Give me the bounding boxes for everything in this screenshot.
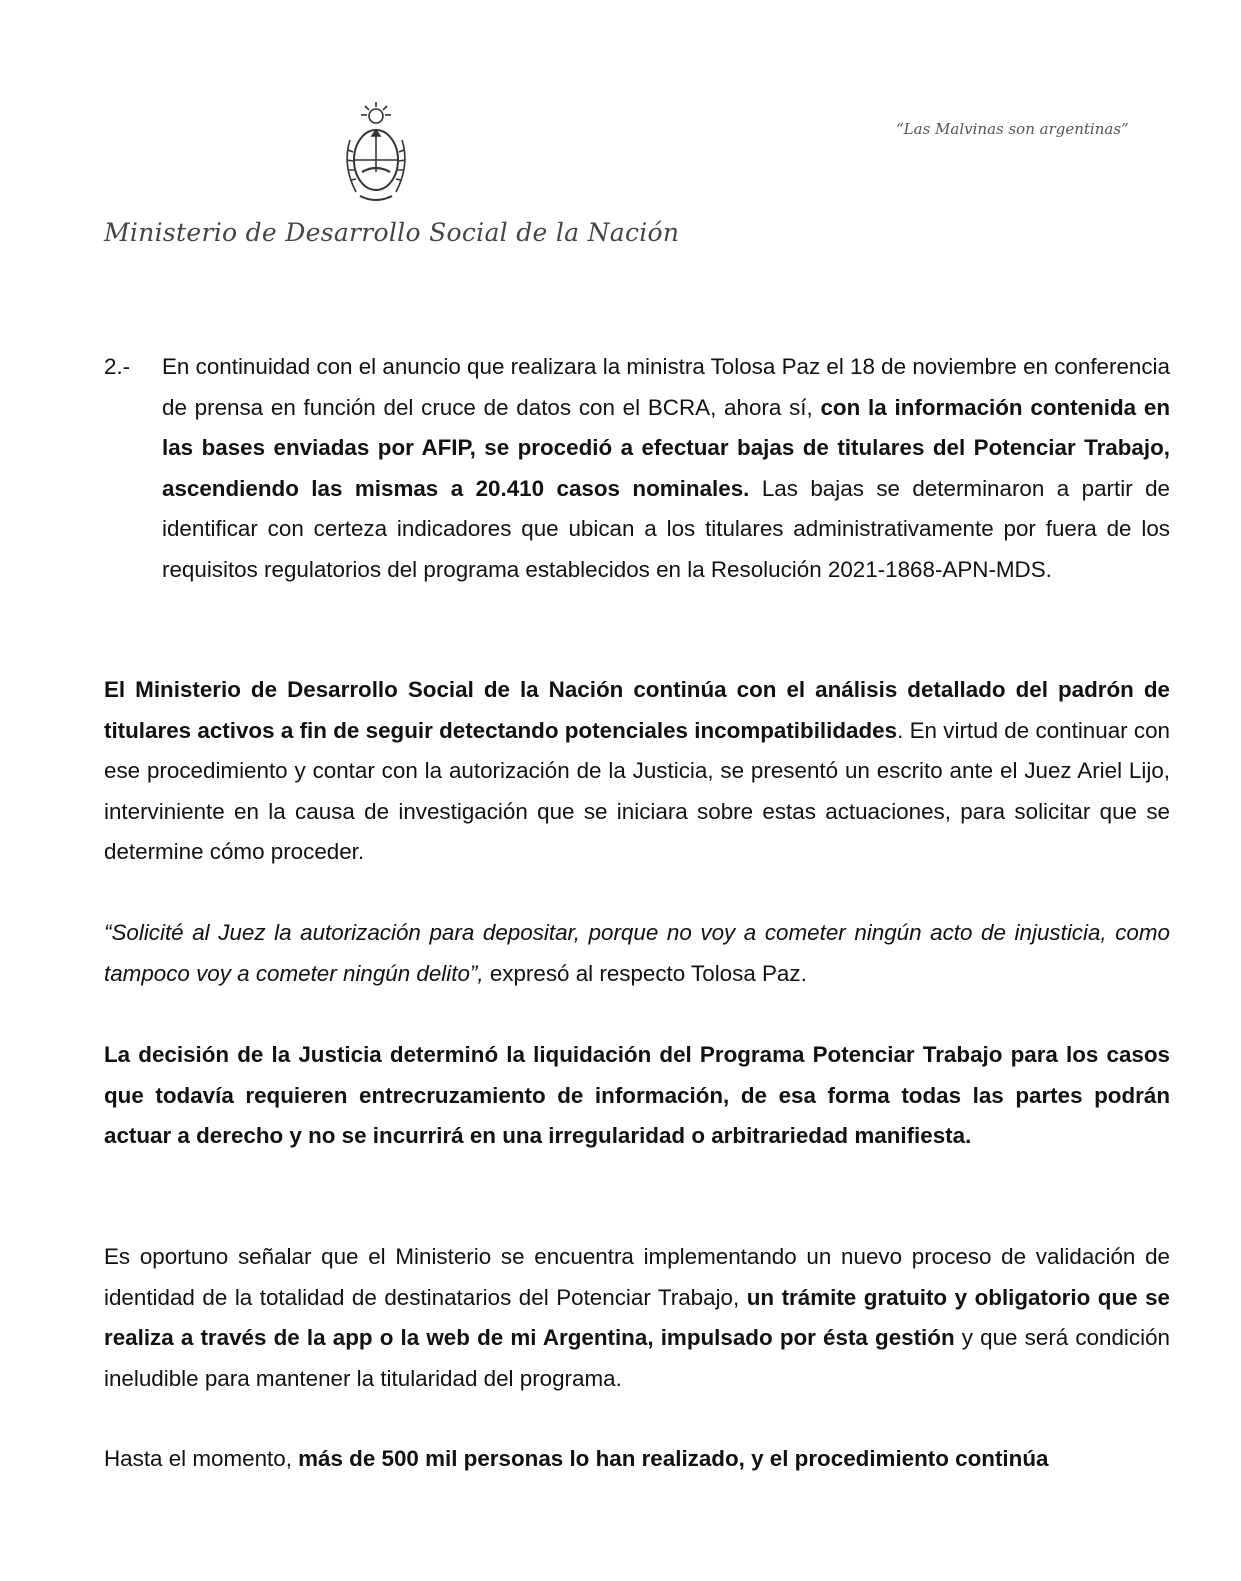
p2-quote: “Solicité al Juez la autorización para depositar, porque no voy a cometer ningún acto de injusticia, como tampoco voy a cometer ningún delito”,: [104, 920, 1170, 986]
p4-bold: un trámite gratuito y obligatorio que se realiza a través de la app o la web de mi Argentina, impulsado por ésta gestión: [104, 1284, 1170, 1351]
p1-bold: El Ministerio de Desarrollo Social de la Nación continúa con el análisis detallado del padrón de titulares activos a fin de seguir detectando potenciales incompatibilidades: [104, 677, 1170, 743]
paragraph-validation: [104, 1237, 1170, 1399]
item-text-1: En continuidad con el anuncio que realizara la ministra Tolosa Paz el 18 de noviembre en conferencia de prensa en función del cruce de datos con el BCRA, ahora sí,: [162, 354, 1170, 420]
item-number: 2.-: [104, 354, 131, 379]
coat-of-arms-seal: [336, 100, 416, 210]
p1-text: . En virtud de continuar con ese procedimiento y contar con la autorización de la Justicia, se presentó un escrito ante el Juez Ariel Lijo, interviniente en la causa de investigación que se iniciara sobre estas actuaciones, para solicitar que se determine cómo proceder.: [104, 717, 1170, 865]
motto: “Las Malvinas son argentinas”: [896, 120, 1129, 138]
item-body: [162, 347, 1170, 591]
item-bold-1: con la información contenida en las bases enviadas por AFIP, se procedió a efectuar bajas de titulares del Potenciar Trabajo, ascendiendo las mismas a 20.410 casos nominales.: [162, 394, 1170, 501]
paragraph-progress: [104, 1439, 1170, 1480]
p3-bold: La decisión de la Justicia determinó la liquidación del Programa Potenciar Trabajo para los casos que todavía requieren entrecruzamiento de información, de esa forma todas las partes podrán actuar a derecho y no se incurrirá en una irregularidad o arbitrariedad manifiesta.: [104, 1042, 1170, 1149]
paragraph-analysis: [104, 670, 1170, 873]
ministry-name: Ministerio de Desarrollo Social de la Nación: [104, 218, 680, 247]
paragraph-quote: [104, 913, 1170, 994]
p4-text-2: y que será condición ineludible para mantener la titularidad del programa.: [104, 1325, 1170, 1391]
item-text-2: Las bajas se determinaron a partir de identificar con certeza indicadores que ubican a los titulares administrativamente por fuera de los requisitos regulatorios del programa establecidos en la Resolución 2021-1868-APN-MDS.: [162, 475, 1171, 582]
p5-text: Hasta el momento,: [104, 1446, 299, 1471]
paragraph-decision: [104, 1035, 1170, 1157]
p2-text: expresó al respecto Tolosa Paz.: [483, 960, 807, 986]
p5-bold: más de 500 mil personas lo han realizado, y el procedimiento continúa: [298, 1446, 1049, 1471]
p4-text-1: Es oportuno señalar que el Ministerio se encuentra implementando un nuevo proceso de validación de identidad de la totalidad de destinatarios del Potenciar Trabajo,: [104, 1244, 1170, 1310]
